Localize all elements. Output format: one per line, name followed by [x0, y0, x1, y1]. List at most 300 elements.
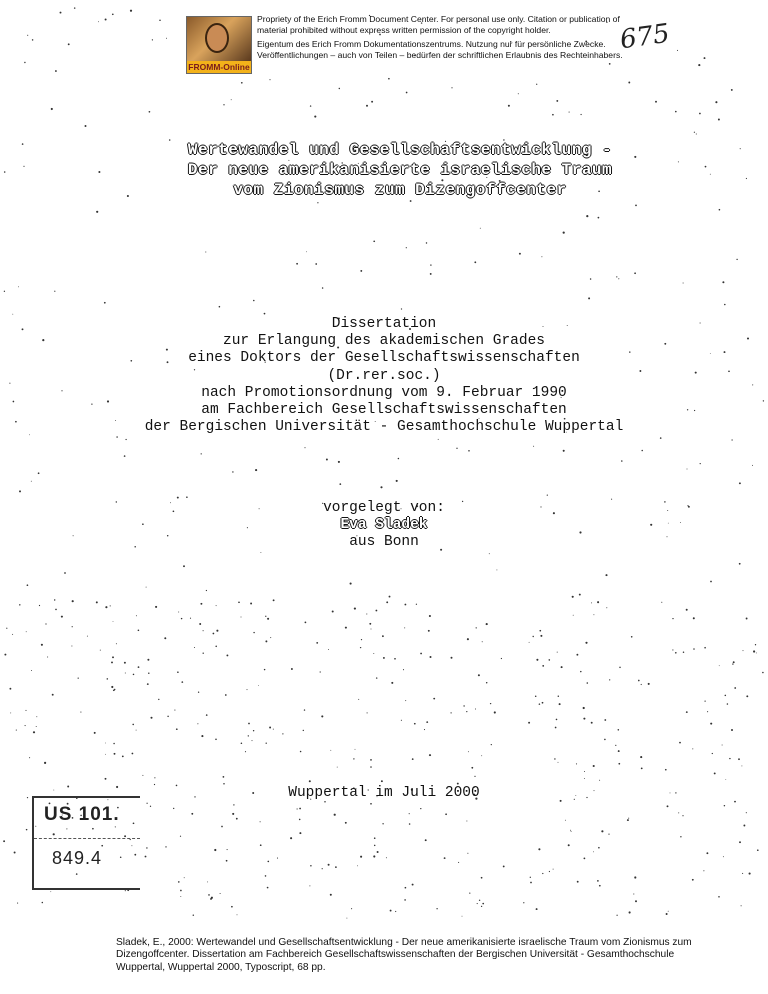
scan-speck — [258, 685, 259, 686]
scan-speck — [727, 703, 729, 705]
scan-speck — [476, 627, 477, 628]
scan-speck — [481, 877, 483, 879]
place-date-text: Wuppertal im Juli 2000 — [288, 785, 480, 801]
scan-speck — [154, 777, 155, 778]
scan-speck — [463, 705, 464, 706]
scan-speck — [374, 845, 376, 847]
scan-speck — [176, 728, 178, 730]
scan-speck — [248, 735, 249, 736]
scan-speck — [588, 297, 590, 299]
scan-speck — [641, 684, 642, 685]
notice-english: Propriety of the Erich Fromm Document Center. For personal use only. Citation or publication of material prohibited without express written permission of the copyright holder. — [257, 14, 620, 35]
author-name: Eva Sladek — [340, 517, 428, 534]
scan-speck — [253, 730, 254, 731]
scan-speck — [206, 590, 207, 591]
scan-speck — [719, 209, 721, 211]
scan-speck — [740, 148, 741, 149]
scan-speck — [373, 240, 375, 242]
scan-speck — [549, 871, 550, 872]
scan-speck — [147, 683, 149, 685]
scan-speck — [231, 99, 232, 100]
scan-speck — [350, 583, 352, 585]
scan-speck — [405, 887, 407, 889]
scan-speck — [606, 607, 607, 608]
scan-speck — [491, 744, 492, 745]
title-line-2: Der neue amerikanisierte israelische Traum — [187, 161, 613, 179]
scan-speck — [406, 247, 407, 248]
scan-speck — [51, 108, 53, 110]
scan-speck — [265, 640, 267, 642]
scan-speck — [197, 723, 198, 724]
scan-speck — [265, 616, 266, 617]
scan-speck — [700, 463, 701, 464]
scan-speck — [191, 813, 193, 815]
scan-speck — [186, 496, 188, 498]
scan-speck — [641, 768, 643, 770]
notice-german: Eigentum des Erich Fromm Dokumentationszentrums. Nutzung nur für persönliche Zwecke. Veröffentlichungen – auch von Teilen – bedürfen der schriftlichen Erlaubnis des Rechteinhabers. — [257, 39, 623, 60]
scan-speck — [640, 756, 642, 758]
scan-speck — [24, 62, 25, 63]
scan-speck — [615, 745, 616, 746]
scan-speck — [334, 814, 336, 816]
scan-speck — [746, 618, 748, 620]
scan-speck — [223, 104, 224, 105]
scan-speck — [164, 637, 166, 639]
scan-speck — [125, 890, 126, 891]
scan-speck — [4, 171, 6, 173]
scan-speck — [425, 839, 427, 841]
scan-speck — [503, 865, 505, 867]
scan-speck — [332, 610, 334, 612]
scan-speck — [692, 879, 694, 881]
scan-speck — [572, 596, 574, 598]
scan-speck — [104, 302, 106, 304]
scan-speck — [480, 228, 481, 229]
scan-speck — [692, 748, 693, 749]
scan-speck — [148, 673, 149, 674]
scan-speck — [383, 657, 385, 659]
scan-speck — [10, 712, 11, 713]
scan-speck — [297, 808, 298, 809]
scan-speck — [536, 659, 538, 661]
scan-speck — [677, 50, 678, 51]
scan-speck — [177, 671, 179, 673]
scan-speck — [158, 699, 159, 700]
scan-speck — [536, 84, 537, 85]
scan-speck — [704, 57, 706, 59]
scan-speck — [150, 717, 152, 719]
scan-speck — [9, 688, 11, 690]
scan-speck — [253, 300, 255, 302]
scan-speck — [80, 712, 81, 713]
scan-speck — [698, 64, 700, 66]
scan-speck — [47, 656, 48, 657]
scan-speck — [694, 132, 695, 133]
scan-speck — [122, 756, 124, 758]
scan-speck — [629, 911, 631, 913]
scan-speck — [177, 497, 179, 499]
scan-speck — [326, 459, 328, 461]
scan-speck — [391, 682, 393, 684]
scan-speck — [679, 742, 681, 744]
scan-speck — [675, 652, 677, 654]
scan-speck — [166, 38, 167, 39]
copyright-notice — [257, 14, 627, 64]
scan-speck — [19, 490, 21, 492]
scan-speck — [216, 605, 217, 606]
scan-speck — [269, 727, 271, 729]
scan-speck — [4, 654, 6, 656]
scan-speck — [739, 482, 741, 484]
scan-speck — [180, 890, 182, 892]
scan-speck — [248, 723, 250, 725]
scan-speck — [731, 89, 733, 91]
scan-speck — [724, 304, 726, 306]
scan-speck — [573, 615, 574, 616]
scan-speck — [299, 819, 301, 821]
scan-speck — [309, 885, 310, 886]
scan-speck — [54, 599, 55, 600]
scan-speck — [55, 609, 57, 611]
scan-speck — [451, 657, 453, 659]
scan-speck — [138, 666, 140, 668]
scan-speck — [273, 599, 275, 601]
scan-speck — [113, 743, 115, 745]
scan-speck — [330, 894, 332, 896]
scan-speck — [548, 659, 550, 661]
scan-speck — [601, 830, 603, 832]
scan-speck — [591, 722, 593, 724]
scan-speck — [322, 868, 323, 869]
scan-speck — [213, 633, 215, 635]
scan-speck — [303, 730, 304, 731]
scan-speck — [616, 915, 617, 916]
scan-speck — [180, 836, 181, 837]
scan-speck — [146, 847, 147, 848]
scan-speck — [369, 623, 371, 625]
scan-speck — [430, 264, 431, 265]
author-origin: aus Bonn — [349, 534, 419, 551]
scan-speck — [429, 656, 431, 658]
scan-speck — [266, 743, 267, 744]
scan-speck — [198, 692, 199, 693]
scan-speck — [718, 896, 720, 898]
scan-speck — [150, 806, 151, 807]
scan-speck — [466, 711, 467, 712]
scan-speck — [481, 906, 482, 907]
scan-speck — [409, 823, 411, 825]
scan-speck — [540, 635, 542, 637]
scan-speck — [210, 898, 212, 900]
document-title — [130, 140, 670, 200]
scan-speck — [339, 88, 340, 89]
scan-speck — [125, 439, 126, 440]
scan-speck — [354, 608, 356, 610]
scan-speck — [678, 812, 679, 813]
scan-speck — [74, 7, 75, 8]
scan-speck — [111, 686, 113, 688]
scan-speck — [26, 829, 28, 831]
scan-speck — [241, 82, 243, 84]
scan-speck — [155, 606, 157, 608]
scan-speck — [238, 601, 240, 603]
dissertation-line: eines Doktors der Gesellschaftswissenschaften — [188, 350, 580, 367]
scan-speck — [300, 751, 302, 753]
scan-speck — [132, 724, 134, 726]
scan-speck — [149, 111, 151, 113]
scan-speck — [232, 813, 234, 815]
scan-speck — [733, 661, 735, 663]
scan-speck — [667, 805, 669, 807]
scan-speck — [236, 818, 238, 820]
scan-speck — [194, 647, 195, 648]
scan-speck — [604, 739, 606, 741]
library-stamp — [32, 796, 140, 890]
scan-speck — [628, 82, 630, 84]
scan-speck — [255, 469, 257, 471]
scan-speck — [241, 617, 242, 618]
scan-speck — [710, 581, 712, 583]
scan-speck — [715, 101, 717, 103]
scan-speck — [250, 603, 252, 605]
scan-speck — [529, 642, 530, 643]
scan-speck — [490, 703, 491, 704]
scan-speck — [616, 276, 617, 277]
logo-label: FROMM-Online — [188, 62, 250, 72]
scan-speck — [113, 621, 114, 622]
scan-speck — [666, 913, 668, 915]
scan-speck — [696, 133, 697, 134]
scan-speck — [403, 669, 404, 670]
scan-speck — [635, 205, 637, 207]
scan-speck — [523, 902, 524, 903]
scan-speck — [345, 822, 347, 824]
scan-speck — [559, 703, 561, 705]
scan-speck — [320, 671, 321, 672]
scan-speck — [321, 715, 323, 717]
scan-speck — [52, 694, 54, 696]
scan-speck — [542, 873, 543, 874]
scan-speck — [61, 616, 63, 618]
scan-speck — [458, 862, 459, 863]
scan-speck — [346, 918, 347, 919]
scan-speck — [396, 480, 398, 482]
scan-speck — [201, 735, 203, 737]
scan-speck — [401, 720, 402, 721]
scan-speck — [4, 291, 5, 292]
scan-speck — [710, 723, 712, 725]
scan-speck — [530, 877, 531, 878]
scan-speck — [375, 610, 377, 612]
presented-by: vorgelegt von: — [323, 500, 445, 516]
scan-speck — [605, 574, 607, 576]
scan-speck — [634, 272, 636, 274]
scan-speck — [183, 565, 185, 567]
scan-speck — [315, 263, 317, 265]
scan-speck — [635, 900, 637, 902]
scan-speck — [576, 654, 578, 656]
scan-speck — [672, 649, 673, 650]
scan-speck — [599, 780, 600, 781]
scan-speck — [339, 483, 341, 485]
scan-speck — [252, 740, 253, 741]
scan-speck — [707, 711, 708, 712]
scan-speck — [424, 729, 425, 730]
scan-speck — [394, 658, 396, 660]
scan-speck — [426, 242, 427, 243]
scan-speck — [482, 641, 483, 642]
scan-speck — [390, 910, 392, 912]
scan-speck — [558, 762, 559, 763]
scan-speck — [305, 622, 307, 624]
scan-speck — [722, 281, 724, 283]
scan-speck — [33, 731, 35, 733]
scan-speck — [576, 763, 577, 764]
scan-speck — [584, 771, 585, 772]
scan-speck — [753, 650, 755, 652]
scan-speck — [409, 813, 410, 814]
scan-speck — [201, 453, 202, 454]
scan-speck — [539, 630, 541, 632]
scan-speck — [553, 869, 554, 870]
scan-speck — [405, 700, 406, 701]
scan-speck — [404, 899, 406, 901]
scan-speck — [110, 605, 111, 606]
scan-speck — [426, 721, 428, 723]
dissertation-line: (Dr.rer.soc.) — [327, 367, 441, 384]
scan-speck — [395, 911, 396, 912]
title-line-3: vom Zionismus zum Dizengoffcenter — [233, 181, 567, 199]
scan-speck — [310, 865, 312, 867]
scan-speck — [207, 881, 208, 882]
scan-speck — [712, 753, 713, 754]
scan-speck — [633, 893, 634, 894]
scan-speck — [167, 716, 168, 717]
portrait-icon — [205, 23, 229, 53]
scan-speck — [130, 10, 132, 12]
scan-speck — [41, 644, 43, 646]
scan-speck — [338, 461, 340, 463]
scan-speck — [265, 875, 267, 877]
scan-speck — [373, 855, 375, 857]
scan-speck — [231, 906, 233, 908]
scan-speck — [489, 553, 490, 554]
scan-speck — [253, 632, 254, 633]
scan-speck — [351, 908, 352, 909]
scan-speck — [174, 710, 175, 711]
scan-speck — [215, 739, 217, 741]
scan-speck — [686, 609, 688, 611]
scan-speck — [87, 636, 88, 637]
scan-speck — [264, 313, 266, 315]
scan-speck — [475, 708, 476, 709]
scan-speck — [132, 753, 134, 755]
scan-speck — [406, 92, 408, 94]
scan-speck — [536, 908, 538, 910]
scan-speck — [619, 667, 620, 668]
citation-footer: Sladek, E., 2000: Wertewandel und Gesellschaftsentwicklung - Der neue amerikanisierte israelische Traum vom Zionismus zum Dizengoffcenter. Dissertation am Fachbereich Gesellschaftswissenschaften der Bergischen Universität - Gesamthochschule Wuppertal, Wuppertal 2000, Typoscript, 68 pp. — [116, 937, 692, 973]
scan-speck — [267, 887, 269, 889]
scan-speck — [282, 733, 283, 734]
scan-speck — [98, 171, 100, 173]
scan-speck — [401, 308, 402, 309]
scan-speck — [741, 765, 742, 766]
scan-speck — [309, 780, 311, 782]
scan-speck — [181, 681, 183, 683]
scan-speck — [538, 848, 540, 850]
scan-speck — [410, 200, 412, 202]
scan-speck — [184, 877, 185, 878]
scan-speck — [50, 891, 51, 892]
scan-speck — [100, 650, 101, 651]
scan-speck — [586, 215, 588, 217]
scan-speck — [568, 844, 570, 846]
scan-speck — [599, 885, 601, 887]
scan-speck — [528, 722, 530, 724]
scan-speck — [474, 776, 475, 777]
scan-speck — [22, 143, 24, 145]
scan-speck — [477, 903, 478, 904]
scan-speck — [466, 821, 467, 822]
scan-speck — [665, 769, 667, 771]
scan-speck — [478, 674, 480, 676]
scan-speck — [360, 856, 362, 858]
scan-speck — [376, 677, 377, 678]
scan-speck — [389, 596, 391, 598]
scan-speck — [757, 849, 759, 851]
scan-speck — [304, 447, 305, 448]
scan-speck — [705, 166, 707, 168]
scan-speck — [451, 87, 452, 88]
scan-speck — [241, 742, 243, 744]
scan-speck — [310, 105, 311, 106]
scan-speck — [260, 844, 262, 846]
scan-speck — [42, 902, 44, 904]
scan-speck — [569, 112, 570, 113]
scan-speck — [593, 765, 595, 767]
scan-speck — [388, 78, 390, 80]
scan-speck — [756, 652, 757, 653]
scan-speck — [125, 673, 126, 674]
scan-speck — [190, 618, 191, 619]
handwritten-mark: 675 — [618, 18, 672, 56]
scan-speck — [36, 726, 37, 727]
scan-speck — [273, 729, 274, 730]
scan-speck — [232, 471, 233, 472]
scan-speck — [114, 753, 116, 755]
scan-speck — [445, 813, 447, 815]
scan-speck — [704, 647, 706, 649]
scan-speck — [416, 604, 417, 605]
scan-speck — [26, 631, 27, 632]
scan-speck — [199, 623, 201, 625]
scan-speck — [337, 767, 338, 768]
scan-speck — [438, 439, 439, 440]
scan-speck — [116, 643, 117, 644]
scan-speck — [246, 689, 247, 690]
scan-speck — [270, 637, 271, 638]
scan-speck — [631, 636, 633, 638]
scan-speck — [719, 665, 720, 666]
scan-speck — [563, 450, 565, 452]
scan-speck — [558, 695, 559, 696]
scan-speck — [648, 683, 650, 685]
scan-speck — [124, 455, 126, 457]
scan-speck — [565, 820, 566, 821]
scan-speck — [682, 815, 683, 816]
scan-speck — [746, 695, 748, 697]
scan-speck — [450, 712, 451, 713]
